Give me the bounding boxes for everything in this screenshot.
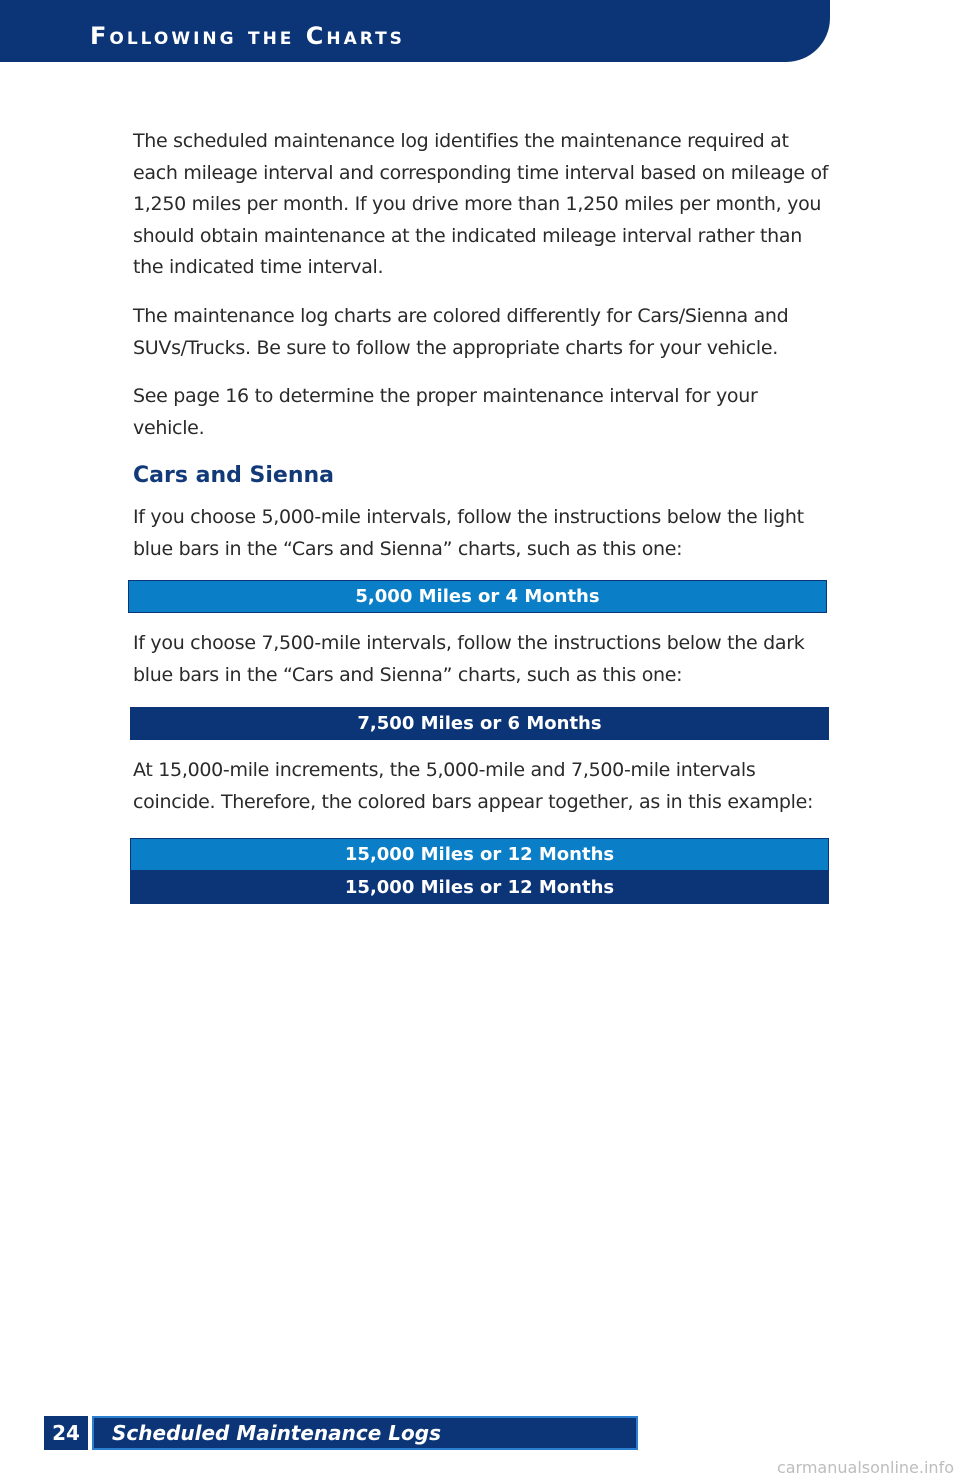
- combined-bar-dark-blue: 15,000 Miles or 12 Months: [130, 871, 829, 904]
- combined-bar-light-blue: 15,000 Miles or 12 Months: [130, 838, 829, 871]
- intro-text-1: The scheduled maintenance log identifies the maintenance required at each mileage interval and corresponding time interval based on mileage of 1,250 miles per month. If you drive more than 1,250 miles per month, you should obtain maintenance at the indicated mileage interval rather than the indicated time interval.: [133, 130, 829, 278]
- footer-title: Scheduled Maintenance Logs: [112, 1421, 441, 1445]
- example-bar-light-blue: 5,000 Miles or 4 Months: [128, 580, 827, 613]
- light-blue-paragraph: [133, 502, 833, 565]
- page-number: 24: [44, 1416, 88, 1450]
- footer-band: [92, 1416, 638, 1450]
- example-bar-dark-blue: 7,500 Miles or 6 Months: [130, 707, 829, 740]
- combined-paragraph: [133, 755, 833, 818]
- dark-blue-paragraph: [133, 628, 833, 691]
- intro-paragraph-2: [133, 301, 833, 364]
- page-title: Following the Charts: [90, 22, 405, 50]
- header-band: [0, 0, 830, 62]
- intro-paragraph-1: [133, 126, 833, 284]
- intro-text-3: See page 16 to determine the proper maintenance interval for your vehicle.: [133, 385, 758, 439]
- light-blue-text: If you choose 5,000-mile intervals, follow the instructions below the light blue bars in the “Cars and Sienna” charts, such as this one:: [133, 506, 804, 560]
- dark-blue-text: If you choose 7,500-mile intervals, follow the instructions below the dark blue bars in the “Cars and Sienna” charts, such as this one:: [133, 632, 805, 686]
- intro-paragraph-3: [133, 381, 833, 444]
- combined-text: At 15,000-mile increments, the 5,000-mile and 7,500-mile intervals coincide. Therefore, the colored bars appear together, as in this example:: [133, 759, 814, 813]
- intro-text-2: The maintenance log charts are colored differently for Cars/Sienna and SUVs/Trucks. Be sure to follow the appropriate charts for your vehicle.: [133, 305, 789, 359]
- watermark: carmanualsonline.info: [776, 1458, 954, 1477]
- section-heading: Cars and Sienna: [133, 463, 334, 488]
